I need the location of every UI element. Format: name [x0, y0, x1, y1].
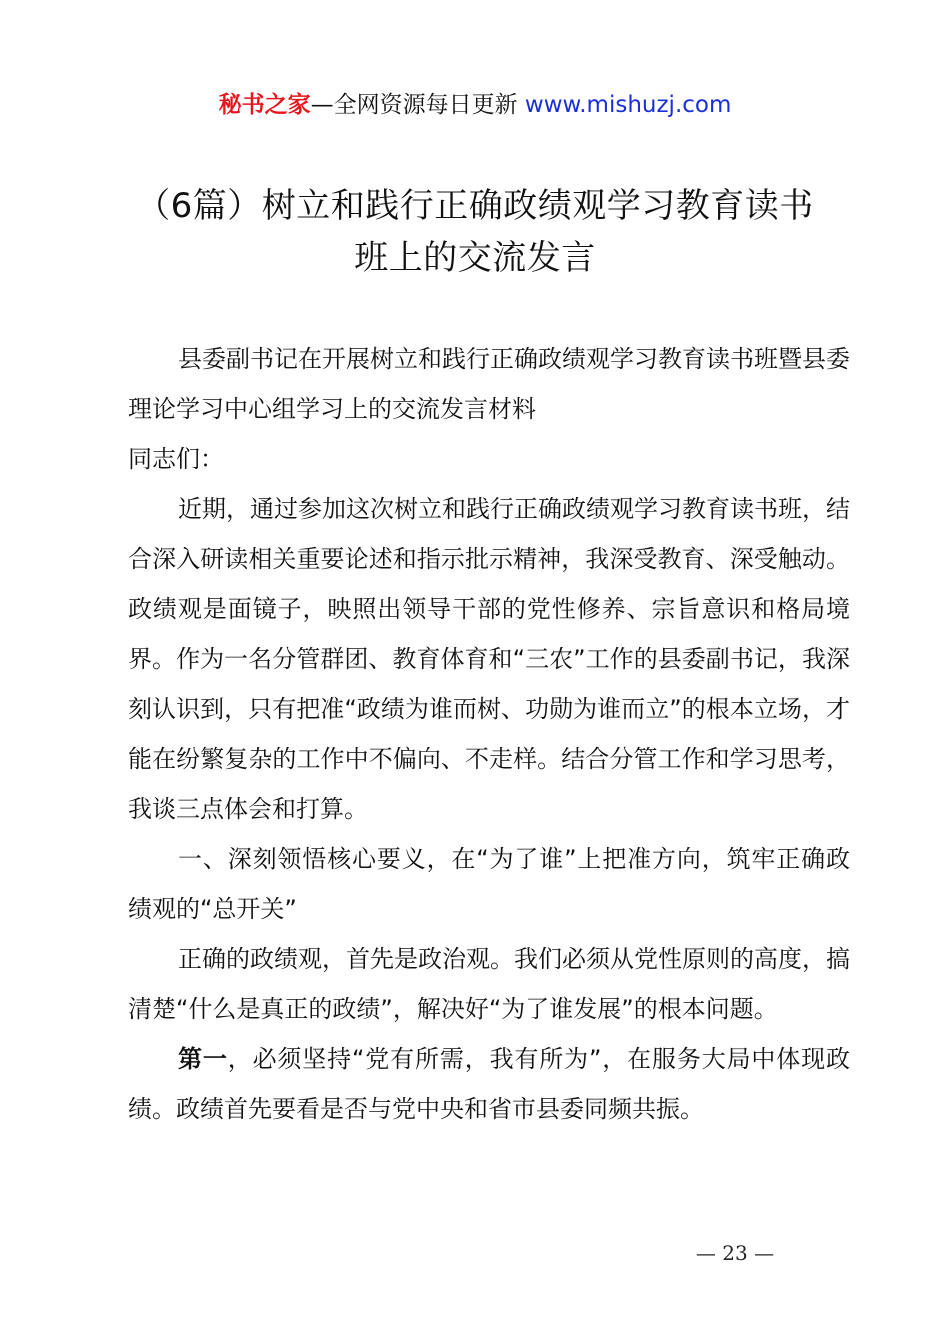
brand-name: 秘书之家 — [218, 92, 311, 118]
page-number: — 23 — — [695, 1241, 775, 1265]
salutation: 同志们： — [128, 445, 224, 473]
document-body — [128, 334, 850, 1134]
title-line-2: 班上的交流发言 — [354, 238, 596, 278]
point-1-label: 第一 — [178, 1045, 228, 1073]
header-tagline: —全网资源每日更新 — [310, 92, 518, 118]
title-line-1: （6篇）树立和践行正确政绩观学习教育读书 — [136, 186, 814, 226]
paragraph-intro: 近期，通过参加这次树立和践行正确政绩观学习教育读书班，结合深入研读相关重要论述和指示批示精神，我深受教育、深受触动。政绩观是面镜子，映照出领导干部的党性修养、宗旨意识和格局境界。作为一名分管群团、教育体育和“三农”工作的县委副书记，我深刻认识到，只有把准“政绩为谁而树、功勋为谁而立”的根本立场，才能在纷繁复杂的工作中不偏向、不走样。结合分管工作和学习思考，我谈三点体会和打算。 — [128, 495, 850, 823]
site-url-link[interactable]: www.mishuzj.com — [524, 92, 732, 118]
document-title — [60, 180, 890, 284]
site-header — [0, 88, 950, 122]
section-heading-1: 一、深刻领悟核心要义，在“为了谁”上把准方向，筑牢正确政绩观的“总开关” — [128, 845, 850, 923]
paragraph-section-1: 正确的政绩观，首先是政治观。我们必须从党性原则的高度，搞清楚“什么是真正的政绩”，解决好“为了谁发展”的根本问题。 — [128, 945, 850, 1023]
paragraph-point-1 — [128, 1034, 850, 1134]
speech-subtitle: 县委副书记在开展树立和践行正确政绩观学习教育读书班暨县委理论学习中心组学习上的交流发言材料 — [128, 345, 850, 423]
point-1-text: ，必须坚持“党有所需，我有所为”，在服务大局中体现政绩。政绩首先要看是否与党中央和省市县委同频共振。 — [128, 1045, 850, 1123]
